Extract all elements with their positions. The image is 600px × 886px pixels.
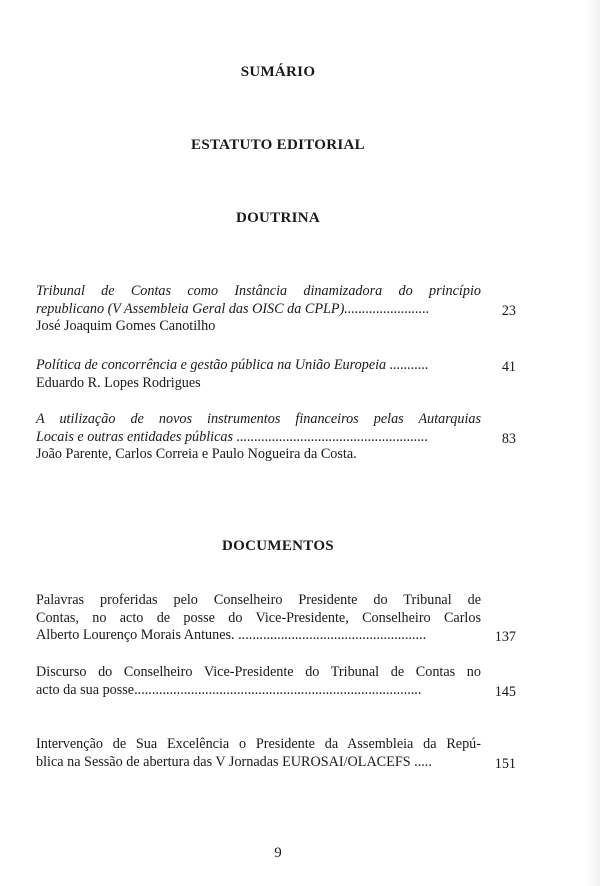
toc-entry-page-number: 83 — [501, 431, 516, 447]
toc-entry-page-number: 23 — [501, 303, 516, 319]
toc-entry-documentos-3[interactable] — [36, 736, 516, 771]
toc-entry-title-line: Tribunal de Contas como Instância dinamizadora do princípio — [36, 283, 481, 299]
toc-entry-title-line: Locais e outras entidades públicas ...................................................... — [36, 428, 429, 445]
toc-entry-author: Eduardo R. Lopes Rodrigues — [36, 374, 201, 391]
toc-entry-title-line: Intervenção de Sua Excelência o Presidente da Assembleia da Repú- — [36, 736, 481, 752]
page-number: 9 — [274, 845, 282, 861]
toc-entry-doutrina-1[interactable] — [36, 283, 516, 336]
toc-entry-title-line: republicano (V Assembleia Geral das OISC da CPLP)........................ — [36, 300, 430, 317]
heading-documentos: DOCUMENTOS — [222, 538, 334, 554]
heading-sumario: SUMÁRIO — [240, 64, 316, 80]
toc-entry-page-number: 41 — [501, 359, 516, 375]
toc-entry-title-line: Discurso do Conselheiro Vice-Presidente do Tribunal de Contas no — [36, 664, 481, 680]
toc-entry-author: João Parente, Carlos Correia e Paulo Nogueira da Costa. — [36, 446, 357, 462]
heading-estatuto-editorial: ESTATUTO EDITORIAL — [191, 137, 365, 153]
toc-entry-title-line: Palavras proferidas pelo Conselheiro Presidente do Tribunal de — [36, 592, 481, 608]
toc-entry-page-number: 137 — [494, 629, 516, 645]
toc-entry-page-number: 145 — [494, 684, 516, 700]
toc-entry-documentos-1[interactable] — [36, 592, 516, 645]
toc-entry-doutrina-2[interactable] — [36, 357, 516, 392]
toc-entry-title-line: Alberto Lourenço Morais Antunes. ..................................................... — [36, 627, 427, 643]
toc-entry-page-number: 151 — [494, 756, 516, 772]
toc-entry-title — [36, 592, 481, 645]
toc-entry-title — [36, 411, 481, 464]
toc-entry-title — [36, 357, 481, 392]
toc-entry-title-line: Política de concorrência e gestão pública na União Europeia ........... — [36, 357, 429, 373]
heading-doutrina: DOUTRINA — [235, 210, 321, 226]
toc-entry-title — [36, 736, 481, 771]
toc-entry-title-line: acto da sua posse................................................................................. — [36, 681, 422, 698]
toc-entry-title-line: blica na Sessão de abertura das V Jornadas EUROSAI/OLACEFS ..... — [36, 753, 432, 770]
toc-entry-title — [36, 664, 481, 699]
toc-entry-title-line: Contas, no acto de posse do Vice-Presidente, Conselheiro Carlos — [36, 609, 481, 626]
toc-entry-title-line: A utilização de novos instrumentos financeiros pelas Autarquias — [36, 411, 481, 427]
toc-entry-title — [36, 283, 481, 336]
toc-entry-doutrina-3[interactable] — [36, 411, 516, 464]
toc-entry-author: José Joaquim Gomes Canotilho — [36, 318, 216, 334]
toc-entry-documentos-2[interactable] — [36, 664, 516, 699]
page-edge-shadow — [586, 0, 600, 886]
